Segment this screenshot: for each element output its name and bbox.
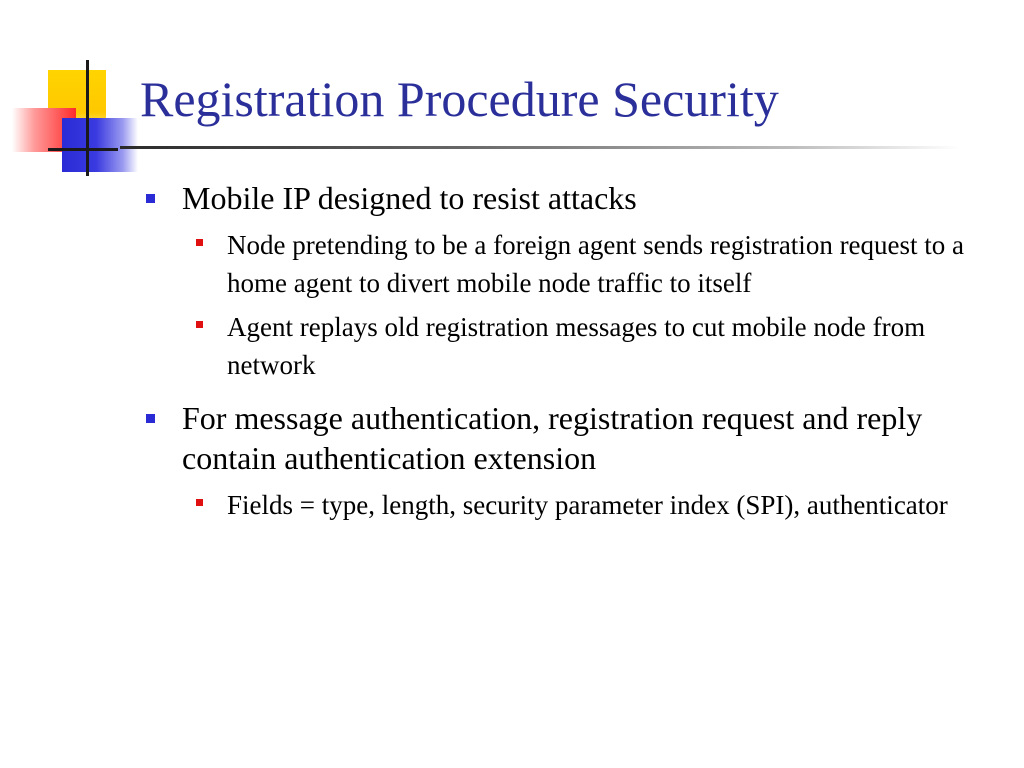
vertical-line <box>86 60 89 176</box>
horizontal-line <box>48 148 118 151</box>
square-bullet-icon <box>196 239 203 246</box>
sub-bullet-list <box>0 226 1024 384</box>
sub-bullet-item <box>227 226 984 302</box>
sub-bullet-item <box>227 486 984 524</box>
slide-body <box>0 178 1024 538</box>
bullet-text: Mobile IP designed to resist attacks <box>182 180 637 216</box>
bullet-text: For message authentication, registration request and reply contain authentication extension <box>182 400 923 476</box>
title-underline <box>120 146 960 149</box>
bullet-item <box>182 178 964 218</box>
square-bullet-icon <box>196 321 203 328</box>
sub-bullet-text: Fields = type, length, security parameter index (SPI), authenticator <box>227 490 948 520</box>
sub-bullet-text: Node pretending to be a foreign agent sends registration request to a home agent to divert mobile node traffic to itself <box>227 230 965 298</box>
sub-bullet-list <box>0 486 1024 524</box>
square-bullet-icon <box>146 194 155 203</box>
square-bullet-icon <box>196 499 203 506</box>
sub-bullet-item <box>227 308 984 384</box>
blue-gradient-bar <box>62 118 138 172</box>
sub-bullet-text: Agent replays old registration messages to cut mobile node from network <box>227 312 926 380</box>
slide-title: Registration Procedure Security <box>140 71 779 127</box>
decorative-logo <box>0 0 160 190</box>
bullet-item <box>182 398 964 478</box>
square-bullet-icon <box>146 414 155 423</box>
